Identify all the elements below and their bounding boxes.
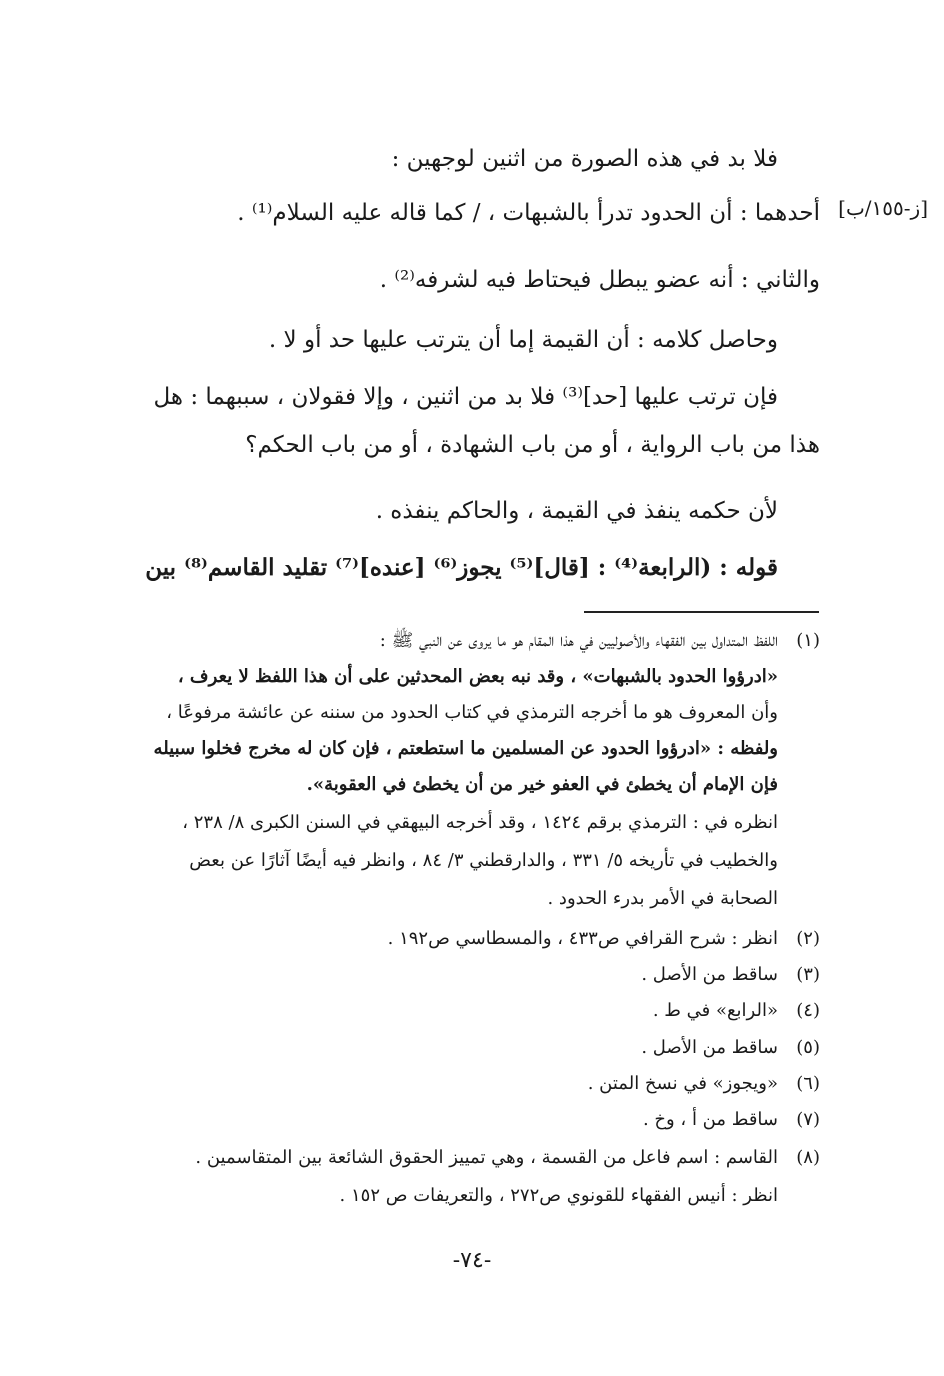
body-line-5: فإن ترتب عليها [حد]⁽³⁾ فلا بد من اثنين ، وإلا فقولان ، سببهما : هل <box>153 384 778 410</box>
footnote-number-3: (٣) <box>796 964 820 985</box>
footnote-5-text: ساقط من الأصل . <box>641 1037 778 1058</box>
footnote-1-line-7: والخطيب في تأريخه ٥/ ٣٣١ ، والدارقطني ٣/ ٨٤ ، وانظر فيه أيضًا آثارًا عن بعض <box>189 850 778 871</box>
manuscript-folio-reference: [ز-١٥٥/ب] <box>838 196 928 220</box>
page-number: -٧٤- <box>452 1248 492 1273</box>
footnote-3-text: ساقط من الأصل . <box>641 964 778 985</box>
footnote-separator <box>584 611 819 613</box>
footnote-7-text: ساقط من أ ، وخ . <box>642 1109 778 1130</box>
body-line-4: وحاصل كلامه : أن القيمة إما أن يترتب عليها حد أو لا . <box>268 327 778 353</box>
footnote-1-line-3: وأن المعروف هو ما أخرجه الترمذي في كتاب الحدود من سننه عن عائشة مرفوعًا ، <box>166 702 778 723</box>
body-line-3: والثاني : أنه عضو يبطل فيحتاط فيه لشرفه⁽²⁾ . <box>379 267 820 293</box>
body-line-2: أحدهما : أن الحدود تدرأ بالشبهات ، / كما قاله عليه السلام⁽¹⁾ . <box>237 200 820 226</box>
footnote-2-text: انظر : شرح القرافي ص٤٣٣ ، والمسطاسي ص١٩٢ . <box>387 928 778 949</box>
footnote-1-line-5: فإن الإمام أن يخطئ في العفو خير من أن يخطئ في العقوبة». <box>306 774 778 795</box>
footnote-8-line-2: انظر : أنيس الفقهاء للقونوي ص٢٧٢ ، والتعريفات ص ١٥٢ . <box>339 1185 778 1206</box>
footnote-4-text: «الرابع» في ط . <box>652 1000 778 1021</box>
footnote-1-line-8: الصحابة في الأمر بدرء الحدود . <box>547 888 778 909</box>
body-line-1: فلا بد في هذه الصورة من اثنين لوجهين : <box>391 146 778 172</box>
footnote-number-2: (٢) <box>796 928 820 949</box>
footnote-number-5: (٥) <box>796 1037 820 1058</box>
body-line-7: لأن حكمه ينفذ في القيمة ، والحاكم ينفذه . <box>375 498 778 524</box>
footnote-number-1: (١) <box>796 630 820 651</box>
footnote-1-line-2: «ادرؤوا الحدود بالشبهات» ، وقد نبه بعض المحدثين على أن هذا اللفظ لا يعرف ، <box>177 666 778 687</box>
footnote-8-line-1: القاسم : اسم فاعل من القسمة ، وهي تمييز الحقوق الشائعة بين المتقاسمين . <box>195 1147 778 1168</box>
footnote-1-line-6: انظره في : الترمذي برقم ١٤٢٤ ، وقد أخرجه البيهقي في السنن الكبرى ٨/ ٢٣٨ ، <box>182 812 778 833</box>
footnote-number-6: (٦) <box>796 1073 820 1094</box>
body-line-6: هذا من باب الرواية ، أو من باب الشهادة ، أو من باب الحكم؟ <box>245 432 820 458</box>
footnote-1-line-1: اللفظ المتداول بين الفقهاء والأصوليين في هذا المقام هو ما يروى عن النبي ﷺ : <box>379 630 778 651</box>
footnote-number-7: (٧) <box>796 1109 820 1130</box>
footnote-6-text: «ويجوز» في نسخ المتن . <box>587 1073 778 1094</box>
body-line-8: قوله : (الرابعة⁽⁴⁾ : [قال]⁽⁵⁾ يجوز⁽⁶⁾ [عنده]⁽⁷⁾ تقليد القاسم⁽⁸⁾ بين <box>145 554 778 581</box>
footnote-number-4: (٤) <box>796 1000 820 1021</box>
footnote-1-line-4: ولفظه : «ادرؤوا الحدود عن المسلمين ما استطعتم ، فإن كان له مخرج فخلوا سبيله <box>153 738 778 759</box>
footnote-number-8: (٨) <box>796 1147 820 1168</box>
